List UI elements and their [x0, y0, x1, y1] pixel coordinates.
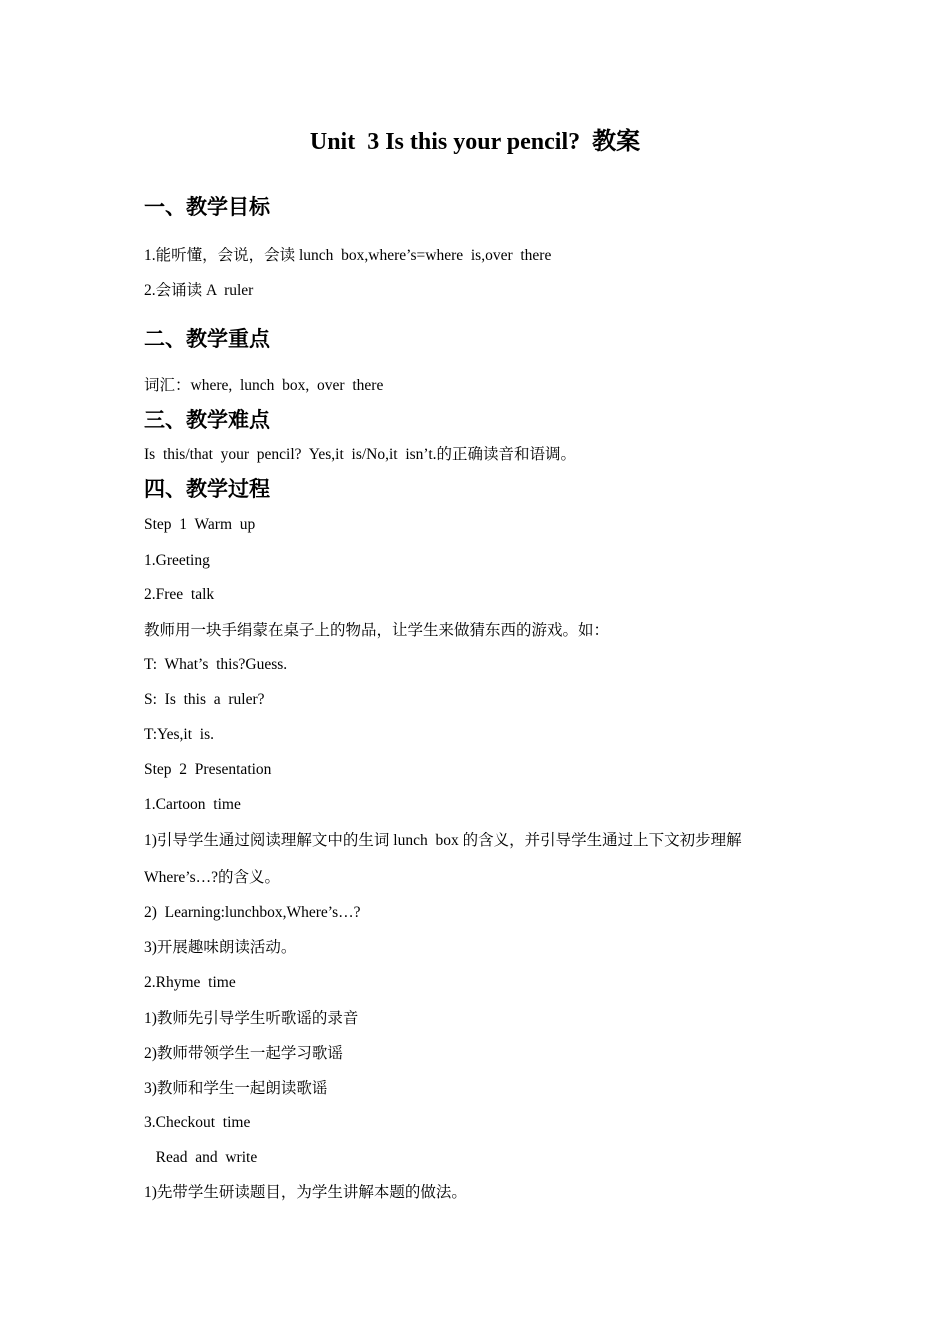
text-line: 1)先带学生研读题目，为学生讲解本题的做法。 — [144, 1184, 467, 1201]
text-line: S: Is this a ruler? — [144, 691, 265, 708]
document-title: Unit 3 Is this your pencil? 教案 — [309, 129, 641, 155]
text-line: 教师用一块手绢蒙在桌子上的物品，让学生来做猜东西的游戏。如： — [144, 622, 610, 639]
section-heading-difficulties: 三、教学难点 — [144, 408, 270, 432]
text-line: 3)教师和学生一起朗读歌谣 — [144, 1080, 328, 1097]
section-heading-process: 四、教学过程 — [144, 477, 270, 501]
text-line: 2)教师带领学生一起学习歌谣 — [144, 1045, 343, 1062]
text-line: Step 2 Presentation — [144, 761, 272, 778]
text-line: 3)开展趣味朗读活动。 — [144, 939, 297, 956]
text-line: 1.Greeting — [144, 552, 210, 569]
text-line: Step 1 Warm up — [144, 516, 256, 533]
text-line: 3.Checkout time — [144, 1114, 251, 1131]
text-line: Read and write — [144, 1149, 258, 1166]
text-line: 2) Learning:lunchbox,Where’s…? — [144, 904, 361, 921]
text-line: T: What’s this?Guess. — [144, 656, 288, 673]
text-line: Where’s…?的含义。 — [144, 869, 281, 886]
text-line: 2.Rhyme time — [144, 974, 236, 991]
text-line: 1.Cartoon time — [144, 796, 241, 813]
text-line: Is this/that your pencil? Yes,it is/No,it isn’t.的正确读音和语调。 — [144, 446, 576, 463]
section-heading-key-points: 二、教学重点 — [144, 327, 270, 351]
text-line: 词汇：where, lunch box, over there — [144, 377, 384, 394]
text-line: 1)教师先引导学生听歌谣的录音 — [144, 1010, 359, 1027]
text-line: T:Yes,it is. — [144, 726, 215, 743]
text-line: 2.Free talk — [144, 586, 215, 603]
text-line: 1.能听懂，会说，会读 lunch box,where’s=where is,over there — [144, 247, 552, 264]
text-line: 1)引导学生通过阅读理解文中的生词 lunch box 的含义，并引导学生通过上下文初步理解 — [144, 832, 742, 849]
text-line: 2.会诵读 A ruler — [144, 282, 254, 299]
section-heading-objectives: 一、教学目标 — [144, 195, 270, 219]
